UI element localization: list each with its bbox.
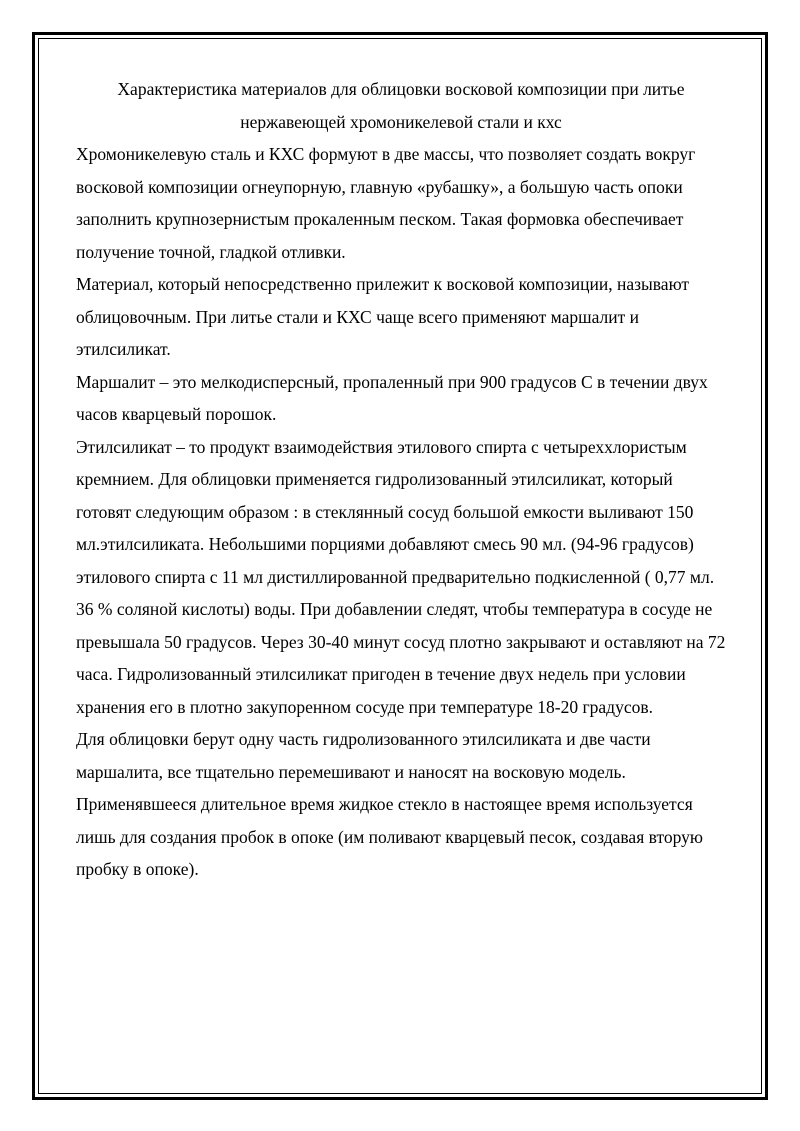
paragraph-ethyl-silicate: Этилсиликат – то продукт взаимодействия этилового спирта с четыреххлористым кремнием. Для облицовки применяется гидролизованный этилсиликат, который готовят следующим образом : в стеклянный сосуд большой емкости выливают 150 мл.этилсиликата. Небольшими порциями добавляют смесь 90 мл. (94-96 градусов) этилового спирта с 11 мл дистиллированной предварительно подкисленной ( 0,77 мл. 36 % соляной кислоты) воды. При добавлении следят, чтобы температура в сосуде не превышала 50 градусов. Через 30-40 минут сосуд плотно закрывают и оставляют на 72 часа. Гидролизованный этилсиликат пригоден в течение двух недель при условии хранения его в плотно закупоренном сосуде при температуре 18-20 градусов.: [76, 436, 726, 717]
document-body: [76, 73, 726, 886]
paragraph-marshalite: Маршалит – это мелкодисперсный, пропаленный при 900 градусов С в течении двух часов кварцевый порошок.: [76, 371, 708, 424]
document-title: Характеристика материалов для облицовки восковой композиции при литье нержавеющей хромоникелевой стали и кхс: [117, 79, 685, 132]
paragraph-steel-forming: Хромоникелевую сталь и КХС формуют в две массы, что позволяет создать вокруг восковой композиции огнеупорную, главную «рубашку», а большую часть опоки заполнить крупнозернистым прокаленным песком. Такая формовка обеспечивает получение точной, гладкой отливки.: [76, 144, 696, 262]
paragraph-liquid-glass: Применявшееся длительное время жидкое стекло в настоящее время используется лишь для создания пробок в опоке (им поливают кварцевый песок, создавая вторую пробку в опоке).: [76, 794, 703, 879]
paragraph-facing-material: Материал, который непосредственно прилежит к восковой композиции, называют облицовочным. При литье стали и КХС чаще всего применяют маршалит и этилсиликат.: [76, 274, 690, 359]
paragraph-facing-mix: Для облицовки берут одну часть гидролизованного этилсиликата и две части маршалита, все тщательно перемешивают и наносят на восковую модель.: [76, 729, 651, 782]
